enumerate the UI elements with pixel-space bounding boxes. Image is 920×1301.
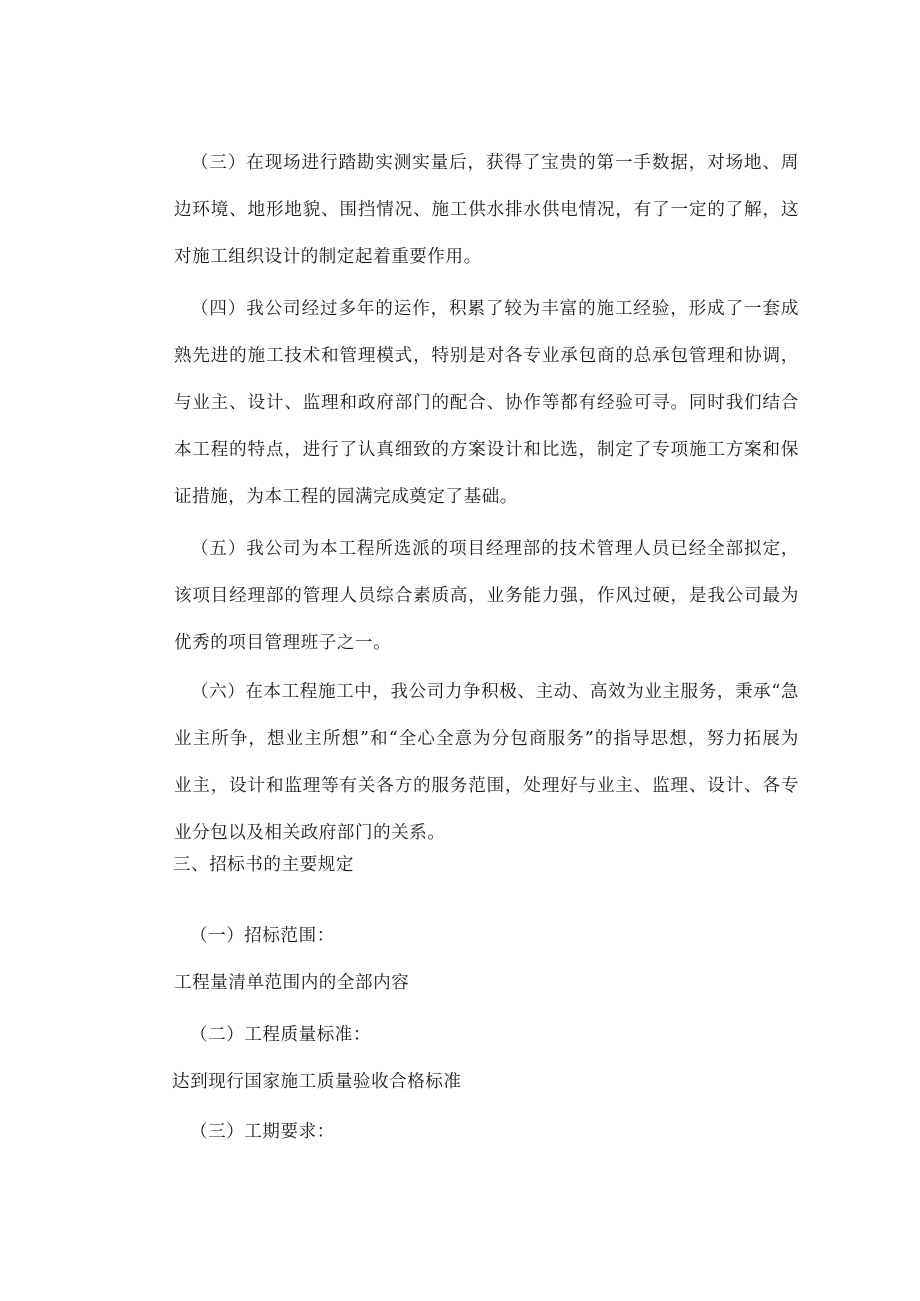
bid-scope-label: （一）招标范围： xyxy=(190,926,335,946)
paragraph-five: （五）我公司为本工程所选派的项目经理部的技术管理人员已经全部拟定，该项目经理部的管理人员综合素质高，业务能力强，作风过硬，是我公司最为优秀的项目管理班子之一。 xyxy=(174,539,799,653)
quality-standard-value: 达到现行国家施工质量验收合格标准 xyxy=(172,1072,462,1092)
paragraph-three: （三）在现场进行踏勘实测实量后，获得了宝贵的第一手数据，对场地、周边环境、地形地貌、围挡情况、施工供水排水供电情况，有了一定的了解，这对施工组织设计的制定起着重要作用。 xyxy=(174,153,799,267)
bid-scope-value: 工程量清单范围内的全部内容 xyxy=(174,973,410,993)
quality-standard-label: （二）工程质量标准： xyxy=(190,1025,371,1045)
paragraph-four: （四）我公司经过多年的运作，积累了较为丰富的施工经验，形成了一套成熟先进的施工技术和管理模式，特别是对各专业承包商的总承包管理和协调，与业主、设计、监理和政府部门的配合、协作等都有经验可寻。同时我们结合本工程的特点，进行了认真细致的方案设计和比选，制定了专项施工方案和保证措施，为本工程的园满完成奠定了基础。 xyxy=(174,299,799,507)
paragraph-six: （六）在本工程施工中，我公司力争积极、主动、高效为业主服务，秉承“急业主所争，想业主所想”和“全心全意为分包商服务”的指导思想，努力拓展为业主，设计和监理等有关各方的服务范围，处理好与业主、监理、设计、各专业分包以及相关政府部门的关系。 xyxy=(174,682,799,843)
section-heading: 三、招标书的主要规定 xyxy=(173,855,354,875)
schedule-requirement-label: （三）工期要求： xyxy=(190,1122,335,1142)
